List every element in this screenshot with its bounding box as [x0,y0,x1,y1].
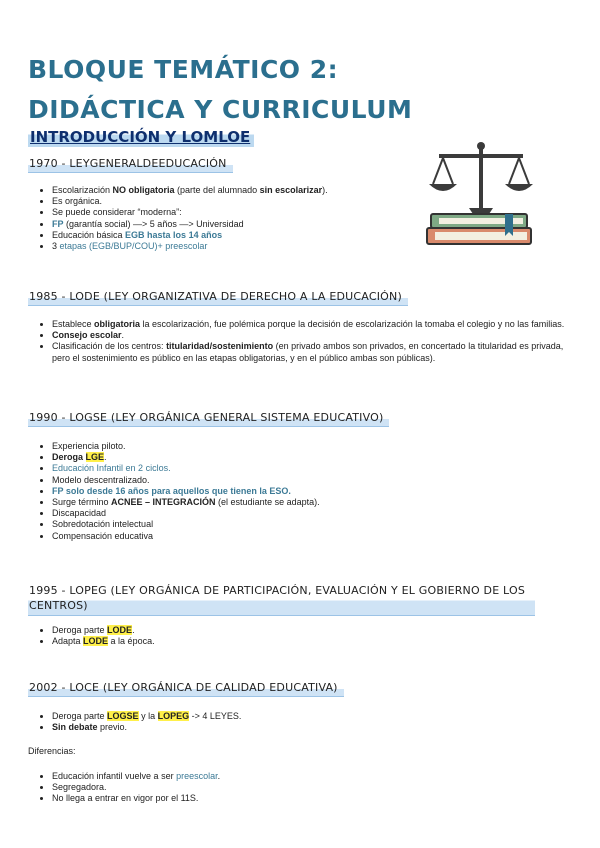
list-item: • Deroga parte LOGSE y la LOPEG -> 4 LEYES. [52,711,241,722]
section-heading-1995: 1995 - LOPEG (LEY ORGÁNICA DE PARTICIPACIÓN, EVALUACIÓN Y EL GOBIERNO DE LOS CENTROS) [28,583,535,616]
list-item: • Segregadora. [52,782,220,793]
section-heading-1985: 1985 - LODE (LEY ORGANIZATIVA DE DERECHO A LA EDUCACIÓN) [28,290,408,306]
scales-on-books-icon [425,140,537,250]
list-item: • 3 etapas (EGB/BUP/COU)+ preescolar [52,241,328,252]
list-item: • FP (garantía social) —> 5 años —> Universidad [52,219,328,230]
list-item: • Compensación educativa [52,531,320,542]
list-item: • Establece obligatoria la escolarización, fue polémica porque la decisión de escolarización la tomaba el colegio y no las familias. [52,319,582,330]
list-item: • Sobredotación intelectual [52,519,320,530]
list-item: • Educación básica EGB hasta los 14 años [52,230,328,241]
list-item: • Adapta LODE a la época. [52,636,155,647]
section-heading-1970: 1970 - LEYGENERALDEEDUCACIÓN [28,157,233,173]
section-subtitle: INTRODUCCIÓN Y LOMLOE [28,128,254,147]
list-2002 [36,711,241,733]
list-item: • Es orgánica. [52,196,328,207]
list-item: • Consejo escolar. [52,330,582,341]
list-item: • Clasificación de los centros: titularidad/sostenimiento (en privado ambos son privados, en concertado la titularidad es privada, pero el sostenimiento es público en las etapas obligatorias, y en el público ambas son públicas). [52,341,582,363]
list-item: • Educación infantil vuelve a ser preescolar. [52,771,220,782]
list-item: • FP solo desde 16 años para aquellos que tienen la ESO. [52,486,320,497]
list-item: • Educación Infantil en 2 ciclos. [52,463,320,474]
list-item: • Experiencia piloto. [52,441,320,452]
page-title: BLOQUE TEMÁTICO 2: DIDÁCTICA Y CURRICULUM [28,55,413,124]
list-item: • Sin debate previo. [52,722,241,733]
list-item: • Modelo descentralizado. [52,475,320,486]
list-1985 [36,319,582,364]
list-item: • No llega a entrar en vigor por el 11S. [52,793,220,804]
list-item: • Deroga LGE. [52,452,320,463]
section-heading-1990: 1990 - LOGSE (LEY ORGÁNICA GENERAL SISTEMA EDUCATIVO) [28,411,389,427]
list-item: • Discapacidad [52,508,320,519]
list-item: • Surge término ACNEE – INTEGRACIÓN (el estudiante se adapta). [52,497,320,508]
list-1990 [36,441,320,542]
list-item: • Se puede considerar “moderna”: [52,207,328,218]
list-item: • Escolarización NO obligatoria (parte del alumnado sin escolarizar). [52,185,328,196]
list-1970 [36,185,328,252]
list-1995 [36,625,155,647]
list-2002-differences [36,771,220,805]
list-item: • Deroga parte LODE. [52,625,155,636]
differences-label: Diferencias: [28,746,76,756]
section-heading-2002: 2002 - LOCE (LEY ORGÁNICA DE CALIDAD EDUCATIVA) [28,681,344,697]
